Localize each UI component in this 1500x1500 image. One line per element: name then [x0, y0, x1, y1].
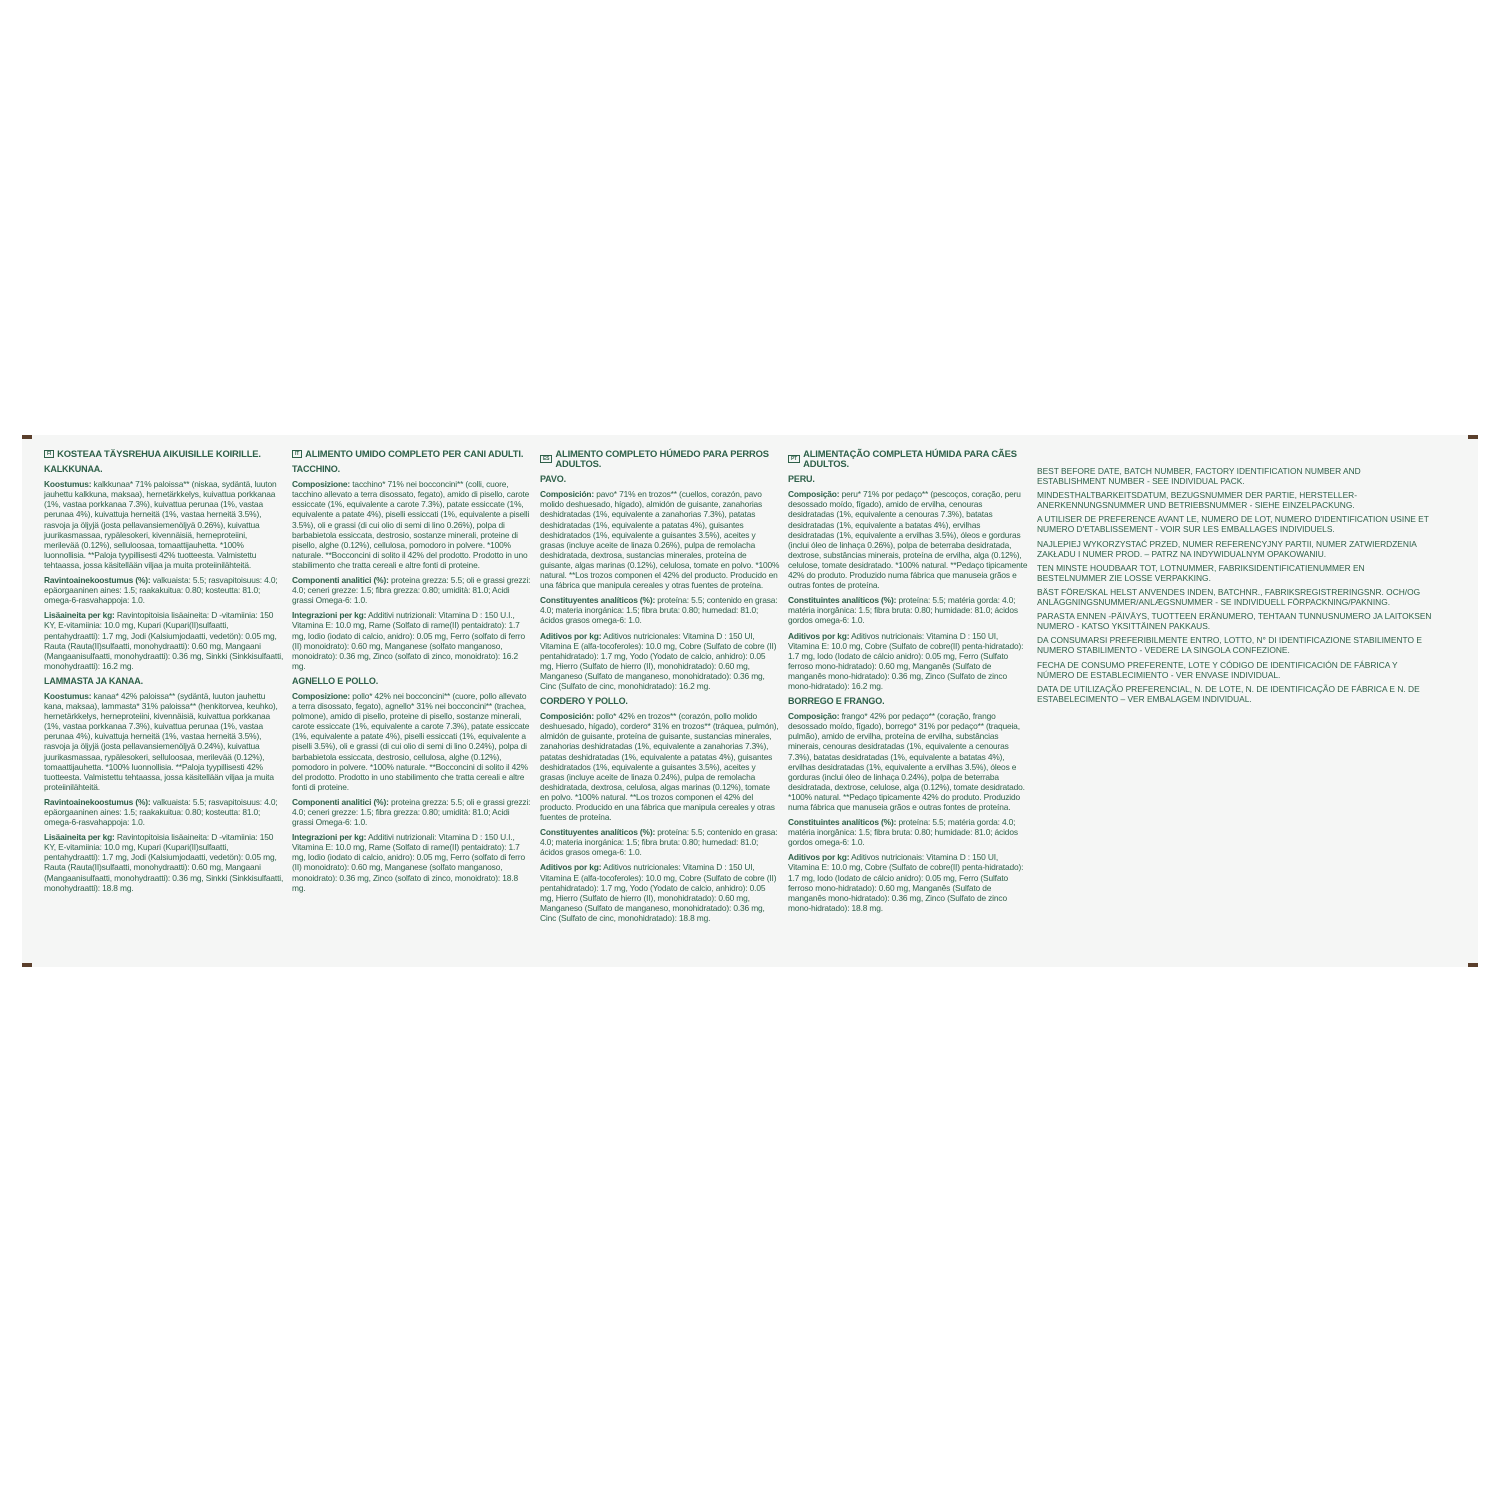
label-paragraph — [788, 631, 1028, 692]
paragraph-text: kalkkunaa* 71% paloissa** (niskaa, sydäntä, luuton jauhettu kalkkuna, maksaa), hernetärkkelys, kuivattua porkkanaa (1%, vastaa porkkanaa 7.3%), kuivattua perunaa (1%, vastaa perunaa 4%), kuivattuja herneitä (1%, vastaa herneitä 3.5%), rasvoja ja öljyjä (josta pellavansiemenöljyä 0.26%), kuivattua juurikasmassaa, rypälesokeri, kivennäisiä, herneproteiini, merilevää (0.12%), selluloosaa, tomaattijauhetta. *100% luonnollisia. **Paloja tyypillisesti 42% tuotteesta. Valmistettu tehtaassa, jossa käsitellään viljaa ja muita proteiinilähteitä. — [44, 479, 277, 570]
paragraph-label: Ravintoainekoostumus (%): — [44, 575, 151, 586]
paragraph-text: pollo* 42% nei bocconcini** (cuore, pollo allevato a terra disossato, fegato), agnello* 31% nei bocconcini** (trachea, polmone), amido di pisello, proteine di pisello, sostanze minerali, carote essiccate (1%, equivalente a carote 7.3%), patate essiccate (1%, equivalente a patate 4%), piselli essiccati (1%, equivalente a piselli 3.5%), oli e grassi (di cui olio di semi di lino 0.24%), polpa di barbabietola essiccata, destrosio, cellulosa, alghe (0.12%), pomodoro in polvere. *100% naturale. **Bocconcini di solito il 42% del prodotto. Prodotto in uno stabilimento che tratta cereali e altre fonti di proteine. — [292, 690, 530, 792]
paragraph-label: Integrazioni per kg: — [292, 832, 367, 843]
best-before-line: FECHA DE CONSUMO PREFERENTE, LOTE Y CÓDIGO DE IDENTIFICACIÓN DE FÁBRICA Y NÚMERO DE ESTABLECIMIENTO - VER ENVASE INDIVIDUAL. — [1037, 659, 1398, 680]
label-paragraph — [292, 797, 532, 827]
column-es — [540, 449, 780, 928]
paragraph-label: Integrazioni per kg: — [292, 610, 367, 621]
language-flag-badge: IT — [292, 450, 302, 458]
corner-mark-tr — [1468, 435, 1478, 439]
paragraph-text: Additivi nutrizionali: Vitamina D : 150 U.I., Vitamina E: 10.0 mg, Rame (Solfato di rame(II) pentaidrato): 1.7 mg, Iodio (iodato di calcio, anidro): 0.05 mg, Ferro (solfato di ferro (II) monoidrato): 0.60 mg, Manganese (solfato manganoso, monoidrato): 0.36 mg, Zinco (solfato di zinco, monoidrato): 16.2 mg. — [292, 610, 525, 671]
label-paragraph — [540, 862, 780, 923]
product-name: AGNELLO E POLLO. — [292, 675, 379, 686]
paragraph-text: Aditivos nutricionales: Vitamina D : 150 UI, Vitamina E (alfa-tocoferoles): 10.0 mg, Cobre (Sulfato de cobre (II) pentahidratado): 1.7 mg, Yodo (Yodato de calcio, anhidro): 0.05 mg, Hierro (Sulfato de hierro (II), monohidratado): 0.60 mg, Manganeso (Sulfato de manganeso, monohidratado): 0.36 mg, Cinc (Sulfato de cinc, monohidratado): 16.2 mg. — [540, 630, 777, 691]
paragraph-label: Composição: — [788, 711, 840, 722]
product-name: BORREGO E FRANGO. — [788, 696, 885, 707]
paragraph-text: proteína: 5.5; contenido en grasa: 4.0; materia inorgánica: 1.5; fibra bruta: 0.80; humedad: 81.0; ácidos grasos omega-6: 1.0. — [540, 595, 778, 626]
product-name: CORDERO Y POLLO. — [540, 696, 628, 707]
product-name: KALKKUNAA. — [44, 464, 103, 475]
paragraph-label: Lisäaineita per kg: — [44, 610, 115, 621]
column-it — [292, 449, 532, 898]
label-paragraph — [292, 575, 532, 605]
label-paragraph — [44, 691, 284, 792]
label-paragraph — [788, 817, 1028, 847]
paragraph-label: Composizione: — [292, 690, 351, 701]
paragraph-text: proteina grezza: 5.5; oli e grassi grezzi: 4.0; ceneri grezze: 1.5; fibra grezza: 0.80; umidità: 81.0; Acidi grassi Omega-6: 1.0. — [292, 796, 531, 828]
paragraph-label: Constituintes analíticos (%): — [788, 595, 897, 606]
paragraph-label: Aditivos por kg: — [540, 630, 602, 641]
paragraph-label: Composición: — [540, 489, 595, 500]
paragraph-text: proteína: 5.5; contenido en grasa: 4.0; materia inorgánica: 1.5; fibra bruta: 0.80; humedad: 81.0; ácidos grasos omega-6: 1.0. — [540, 827, 778, 858]
corner-mark-bl — [22, 963, 32, 967]
label-paragraph — [292, 691, 532, 792]
paragraph-text: proteína: 5.5; matéria gorda: 4.0; matéria inorgânica: 1.5; fibra bruta: 0.80; humidade: 81.0; ácidos gordos omega-6: 1.0. — [788, 817, 1018, 848]
corner-mark-br — [1468, 963, 1478, 967]
paragraph-label: Lisäaineita per kg: — [44, 832, 115, 843]
paragraph-text: peru* 71% por pedaço** (pescoços, coração, peru desossado moído, fígado), amido de ervilha, cenouras desidratadas (1%, equivalente a cenouras 7.3%), batatas desidratadas (1%, equivalente a batatas 4%), ervilhas desidratadas (1%, equivalente a ervilhas 3.5%), óleos e gorduras (inclui óleo de linhaça 0.26%), polpa de beterraba desidratada, dextrose, substâncias minerais, proteína de ervilha, alga (0.12%), celulose, tomate desidratado. *100% natural. **Pedaço tipicamente 42% do produto. Produzido numa fábrica que manuseia grãos e outras fontes de proteína. — [788, 489, 1028, 591]
label-panel — [22, 435, 1478, 967]
paragraph-text: Aditivos nutricionales: Vitamina D : 150 UI, Vitamina E (alfa-tocoferoles): 10.0 mg, Cobre (Sulfato de cobre (II) pentahidratado): 1.7 mg, Yodo (Yodato de calcio, anhidro): 0.05 mg, Hierro (Sulfato de hierro (II), monohidratado): 0.60 mg, Manganeso (Sulfato de manganeso, monohidratado): 0.36 mg, Cinc (Sulfato de cinc, monohidratado): 18.8 mg. — [540, 862, 777, 923]
label-paragraph — [788, 489, 1028, 590]
paragraph-text: Aditivos nutricionais: Vitamina D : 150 UI, Vitamina E: 10.0 mg, Cobre (Sulfato de cobre(II) penta-hidratado): 1.7 mg, Iodo (Iodato de cálcio anidro): 0.05 mg, Ferro (Sulfato ferroso mono-hidratado): 0.60 mg, Manganês (Sulfato de manganês mono-hidratado): 0.36 mg, Zinco (Sulfato de zinco mono-hidratado): 16.2 mg. — [788, 630, 1024, 691]
column-header — [540, 449, 780, 469]
label-paragraph — [788, 595, 1028, 625]
column-header-text: ALIMENTAÇÃO COMPLETA HÚMIDA PARA CÃES ADULTOS. — [803, 448, 1017, 470]
paragraph-label: Composizione: — [292, 479, 351, 490]
label-paragraph — [44, 797, 284, 827]
paragraph-label: Constituyentes analíticos (%): — [540, 827, 656, 838]
best-before-notice — [1037, 466, 1432, 708]
best-before-line: BEST BEFORE DATE, BATCH NUMBER, FACTORY IDENTIFICATION NUMBER AND ESTABLISHMENT NUMBER - SEE INDIVIDUAL PACK. — [1037, 466, 1361, 487]
column-header — [788, 449, 1028, 469]
label-paragraph — [788, 711, 1028, 812]
paragraph-label: Koostumus: — [44, 690, 92, 701]
paragraph-label: Composição: — [788, 489, 840, 500]
paragraph-text: tacchino* 71% nei bocconcini** (colli, cuore, tacchino allevato a terra disossato, fegato), amido di pisello, carote essiccate (1%, equivalente a carote 7.3%), patate essiccate (1%, equivalente a patate 4%), piselli essiccati (1%, equivalente a piselli 3.5%), oli e grassi (di cui olio di semi di lino 0.26%), polpa di barbabietola essiccata, destrosio, sostanze minerali, proteine di pisello, alghe (0.12%), cellulosa, pomodoro in polvere. *100% naturale. **Bocconcini di solito il 42% del prodotto. Prodotto in uno stabilimento che tratta cereali e altre fonti di proteine. — [292, 479, 530, 570]
language-flag-badge: ES — [540, 455, 552, 463]
best-before-line: BÄST FÖRE/SKAL HELST ANVENDES INDEN, BATCHNR., FABRIKSREGISTRERINGSNR. OCH/OG ANLÄGGNINGSNUMMER/ANLÆGSNUMMER - SE INDIVIDUELL FÖRPACKNING/PAKNING. — [1037, 586, 1421, 608]
paragraph-label: Componenti analitici (%): — [292, 575, 389, 586]
column-header-text: ALIMENTO UMIDO COMPLETO PER CANI ADULTI. — [305, 448, 524, 459]
best-before-line: DA CONSUMARSI PREFERIBILMENTE ENTRO, LOTTO, N° DI IDENTIFICAZIONE STABILIMENTO E NUMERO STABILIMENTO - VEDERE LA SINGOLA CONFEZIONE. — [1037, 635, 1422, 656]
corner-mark-tl — [22, 435, 32, 439]
paragraph-text: valkuaista: 5.5; rasvapitoisuus: 4.0; epäorgaaninen aines: 1.5; raakakuitua: 0.80; kosteutta: 81.0; omega-6-rasvahappoja: 1.0. — [44, 796, 278, 828]
label-paragraph — [540, 489, 780, 590]
paragraph-text: proteina grezza: 5.5; oli e grassi grezzi: 4.0; ceneri grezze: 1.5; fibra grezza: 0.80; umidità: 81.0; Acidi grassi Omega-6: 1.0. — [292, 575, 531, 606]
paragraph-label: Koostumus: — [44, 479, 92, 490]
paragraph-label: Constituintes analíticos (%): — [788, 817, 897, 828]
paragraph-text: kanaa* 42% paloissa** (sydäntä, luuton jauhettu kana, maksaa), lammasta* 31% paloissa** (henkitorvea, keuhko), hernetärkkelys, herneproteiini, kivennäisiä, kuivattua porkkanaa (1%, vastaa porkkanaa 7.3%), kuivattua perunaa (1%, vastaa perunaa 4%), kuivattuja herneitä (1%, vastaa herneitä 3.5%), rasvoja ja öljyjä (josta pellavansiemenöljyä 0.24%), kuivattua juurikasmassaa, rypälesokeri, selluloosaa, merilevää (0.12%), tomaattijauhetta. *100% luonnollisia. **Paloja tyypillisesti 42% tuotteesta. Valmistettu tehtaassa, jossa käsitellään viljaa ja muita proteiinilähteitä. — [44, 690, 278, 792]
label-paragraph — [292, 610, 532, 671]
paragraph-text: Ravintopitoisia lisäaineita: D -vitamiinia: 150 KY, E-vitamiinia: 10.0 mg, Kupari (Kupari(II)sulfaatti, pentahydraatti): 1.7 mg, Jodi (Kalsiumjodaatti, vedetön): 0.05 mg, Rauta (Rauta(II)sulfaatti, monohydraatti): 0.60 mg, Mangaani (Mangaanisulfaatti, monohydraatti): 0.36 mg, Sinkki (Sinkkisulfaatti, monohydraatti): 18.8 mg. — [44, 832, 284, 893]
paragraph-text: pollo* 42% en trozos** (corazón, pollo molido deshuesado, hígado), cordero* 31% en trozos** (tráquea, pulmón), almidón de guisante, proteína de guisante, sustancias minerales, zanahorias deshidratadas (1%, equivalente a zanahorias 7.3%), patatas deshidratadas (1%, equivalente a patatas 4%), guisantes deshidratados (1%, equivalente a guisantes 3.5%), aceites y grasas (incluye aceite de linaza 0.24%), pulpa de remolacha deshidratada, dextrosa, celulosa, algas marinas (0.12%), tomate en polvo. *100% natural. **Los trozos componen el 42% del producto. Producido en una fábrica que manipula cereales y otras fuentes de proteína. — [540, 711, 779, 823]
label-paragraph — [540, 631, 780, 692]
label-paragraph — [44, 479, 284, 570]
product-name: PERU. — [788, 474, 815, 485]
paragraph-text: valkuaista: 5.5; rasvapitoisuus: 4.0; epäorgaaninen aines: 1.5; raakakuitua: 0.80; kosteutta: 81.0; omega-6-rasvahappoja: 1.0. — [44, 575, 278, 606]
label-paragraph — [44, 575, 284, 605]
paragraph-label: Aditivos por kg: — [788, 852, 850, 863]
best-before-line: MINDESTHALTBARKEITSDATUM, BEZUGSNUMMER DER PARTIE, HERSTELLER-ANERKENNUNGSNUMMER UND BETRIEBSNUMMER - SIEHE EINZELPACKUNG. — [1037, 490, 1357, 511]
column-fi — [44, 449, 284, 898]
paragraph-label: Composición: — [540, 711, 595, 722]
paragraph-label: Aditivos por kg: — [540, 862, 602, 873]
product-name: TACCHINO. — [292, 464, 340, 475]
label-paragraph — [44, 832, 284, 893]
paragraph-text: Ravintopitoisia lisäaineita: D -vitamiinia: 150 KY, E-vitamiinia: 10.0 mg, Kupari (Kupari(II)sulfaatti, pentahydraatti): 1.7 mg, Jodi (Kalsiumjodaatti, vedetön): 0.05 mg, Rauta (Rauta(II)sulfaatti, monohydraatti): 0.60 mg, Mangaani (Mangaanisulfaatti, monohydraatti): 0.36 mg, Sinkki (Sinkkisulfaatti, monohydraatti): 16.2 mg. — [44, 610, 284, 671]
paragraph-label: Ravintoainekoostumus (%): — [44, 796, 151, 807]
paragraph-text: frango* 42% por pedaço** (coração, frango desossado moído, fígado), borrego* 31% por pedaço** (traqueia, pulmão), amido de ervilha, proteína de ervilha, substâncias minerais, cenouras desidratadas (1%, equivalente a cenouras 7.3%), batatas desidratadas (1%, equivalente a batatas 4%), ervilhas desidratadas (1%, equivalente a ervilhas 3.5%), óleos e gorduras (inclui óleo de linhaça 0.24%), polpa de beterraba desidratada, dextrose, celulose, alga (0.12%), tomate desidratado. *100% natural. **Pedaço tipicamente 42% do produto. Produzido numa fábrica que manuseia grãos e outras fontes de proteína. — [788, 711, 1025, 812]
label-paragraph — [292, 479, 532, 570]
label-paragraph — [540, 827, 780, 857]
column-header — [292, 449, 532, 459]
paragraph-label: Componenti analitici (%): — [292, 796, 389, 807]
paragraph-text: Aditivos nutricionais: Vitamina D : 150 UI, Vitamina E: 10.0 mg, Cobre (Sulfato de cobre(II) penta-hidratado): 1.7 mg, Iodo (Iodato de cálcio anidro): 0.05 mg, Ferro (Sulfato ferroso mono-hidratado): 0.60 mg, Manganês (Sulfato de manganês mono-hidratado): 0.36 mg, Zinco (Sulfato de zinco mono-hidratado): 18.8 mg. — [788, 852, 1024, 913]
column-header-text: KOSTEAA TÄYSREHUA AIKUISILLE KOIRILLE. — [57, 448, 261, 459]
best-before-line: PARASTA ENNEN -PÄIVÄYS, TUOTTEEN ERÄNUMERO, TEHTAAN TUNNUSNUMERO JA LAITOKSEN NUMERO - KATSO YKSITTÄINEN PAKKAUS. — [1037, 611, 1432, 632]
column-header-text: ALIMENTO COMPLETO HÚMEDO PARA PERROS ADULTOS. — [555, 448, 769, 470]
column-pt — [788, 449, 1028, 918]
label-paragraph — [292, 832, 532, 893]
language-flag-badge: FI — [44, 450, 54, 458]
label-paragraph — [44, 610, 284, 671]
label-paragraph — [540, 595, 780, 625]
paragraph-label: Constituyentes analíticos (%): — [540, 595, 656, 606]
column-header — [44, 449, 284, 459]
paragraph-text: pavo* 71% en trozos** (cuellos, corazón, pavo molido deshuesado, hígado), almidón de guisante, zanahorias deshidratadas (1%, equivalente a zanahorias 7.3%), patatas deshidratadas (1%, equivalente a patatas 4%), guisantes deshidratados (1%, equivalente a guisantes 3.5%), aceites y grasas (incluye aceite de linaza 0.26%), pulpa de remolacha deshidratada, dextrosa, sustancias minerales, proteína de guisante, algas marinas (0.12%), celulosa, tomate en polvo. *100% natural. **Los trozos componen el 42% del producto. Producido en una fábrica que manipula cereales y otras fuentes de proteína. — [540, 489, 780, 591]
paragraph-text: proteína: 5.5; matéria gorda: 4.0; matéria inorgânica: 1.5; fibra bruta: 0.80; humidade: 81.0; ácidos gordos omega-6: 1.0. — [788, 595, 1018, 626]
paragraph-text: Additivi nutrizionali: Vitamina D : 150 U.I., Vitamina E: 10.0 mg, Rame (Solfato di rame(II) pentaidrato): 1.7 mg, Iodio (iodato di calcio, anidro): 0.05 mg, Ferro (solfato di ferro (II) monoidrato): 0.60 mg, Manganese (solfato manganoso, monoidrato): 0.36 mg, Zinco (solfato di zinco, monoidrato): 18.8 mg. — [292, 832, 525, 893]
best-before-line: DATA DE UTILIZAÇÃO PREFERENCIAL, N. DE LOTE, N. DE IDENTIFICAÇÃO DE FÁBRICA E N. DE ESTABELECIMENTO – VER EMBALAGEM INDIVIDUAL. — [1037, 683, 1420, 704]
best-before-line: A UTILISER DE PREFERENCE AVANT LE, NUMERO DE LOT, NUMERO D'IDENTIFICATION USINE ET NUMERO D'ETABLISSEMENT - VOIR SUR LES EMBALLAGES INDIVIDUELS. — [1037, 514, 1429, 535]
best-before-line: TEN MINSTE HOUDBAAR TOT, LOTNUMMER, FABRIKSIDENTIFICATIENUMMER EN BESTELNUMMER ZIE LOSSE VERPAKKING. — [1037, 562, 1365, 583]
product-name: LAMMASTA JA KANAA. — [44, 675, 143, 686]
label-paragraph — [540, 711, 780, 822]
best-before-line: NAJLEPIEJ WYKORZYSTAĆ PRZED, NUMER REFERENCYJNY PARTII, NUMER ZATWIERDZENIA ZAKŁADU I NUMER PROD. – PATRZ NA INDYWIDUALNYM OPAKOWANIU. — [1037, 538, 1417, 559]
label-paragraph — [788, 852, 1028, 913]
language-flag-badge: PT — [788, 455, 800, 463]
paragraph-label: Aditivos por kg: — [788, 630, 850, 641]
product-name: PAVO. — [540, 474, 566, 485]
